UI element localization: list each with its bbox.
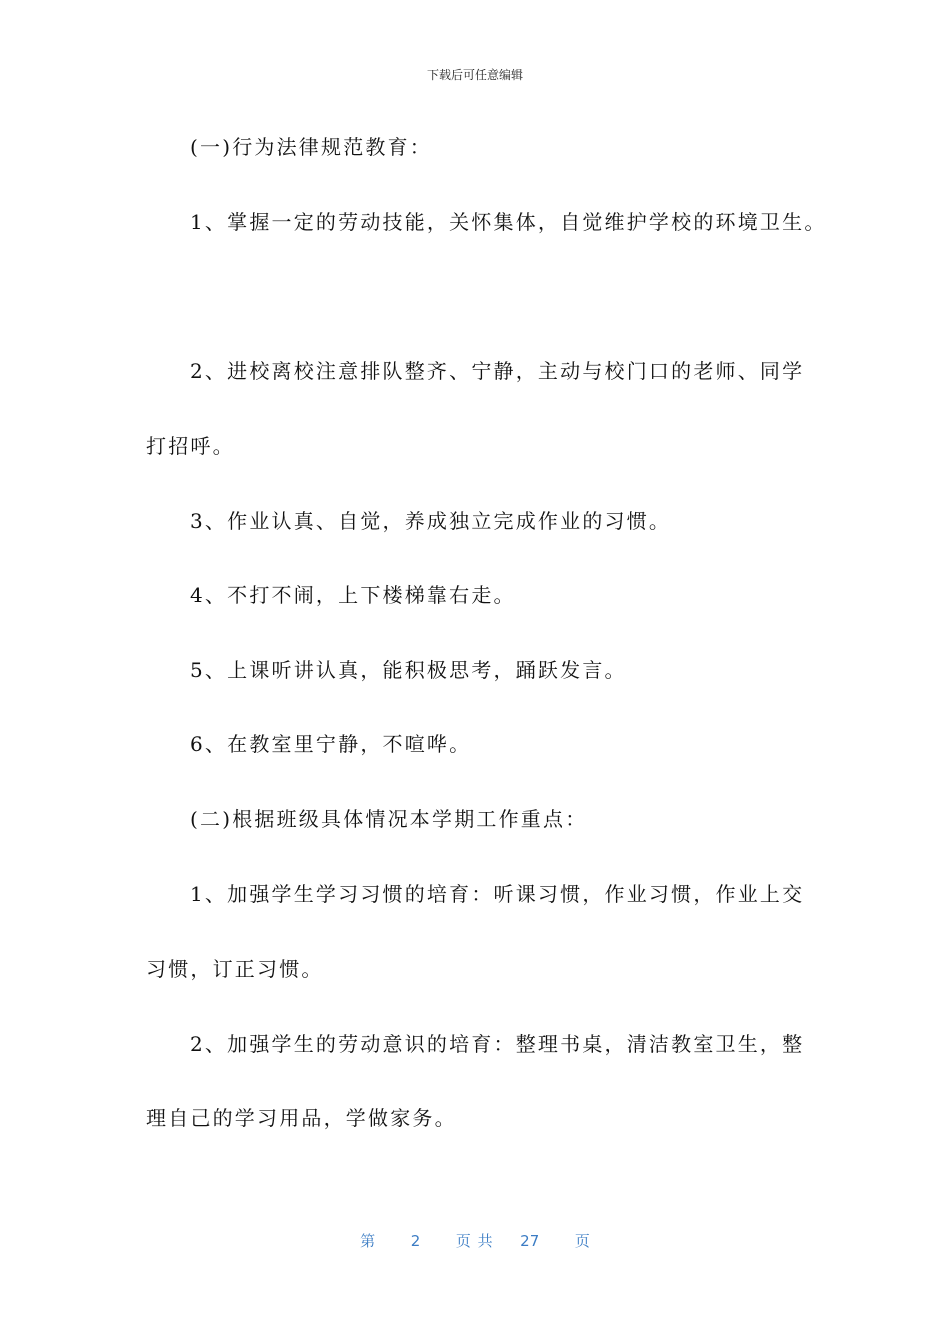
paragraph-line: 2、进校离校注意排队整齐、宁静，主动与校门口的老师、同学 (190, 359, 805, 383)
paragraph-line: 4、不打不闹，上下楼梯靠右走。 (190, 583, 516, 607)
section-heading-1: (一)行为法律规范教育： (190, 135, 433, 159)
paragraph-line: 6、在教室里宁静，不喧哗。 (190, 732, 472, 756)
total-page-count: 27 (520, 1232, 540, 1250)
paragraph-line: 5、上课听讲认真，能积极思考，踊跃发言。 (190, 658, 627, 682)
page-footer (0, 1230, 950, 1251)
paragraph-line: 1、掌握一定的劳动技能，关怀集体，自觉维护学校的环境卫生。 (190, 210, 827, 234)
paragraph-line: 理自己的学习用品，学做家务。 (146, 1106, 457, 1130)
footer-prefix: 第 (360, 1232, 376, 1250)
paragraph-line: 3、作业认真、自觉，养成独立完成作业的习惯。 (190, 509, 672, 533)
current-page-number: 2 (410, 1232, 421, 1250)
paragraph-line: 习惯，订正习惯。 (146, 957, 324, 981)
footer-suffix: 页 (574, 1232, 590, 1250)
paragraph-line: 2、加强学生的劳动意识的培育：整理书桌，清洁教室卫生，整 (190, 1032, 805, 1056)
paragraph-line: 1、加强学生学习习惯的培育：听课习惯，作业习惯，作业上交 (190, 882, 805, 906)
section-heading-2: (二)根据班级具体情况本学期工作重点： (190, 807, 588, 831)
page-header: 下载后可任意编辑 (426, 68, 523, 82)
paragraph-line: 打招呼。 (146, 434, 235, 458)
footer-middle: 页 共 (455, 1232, 493, 1250)
